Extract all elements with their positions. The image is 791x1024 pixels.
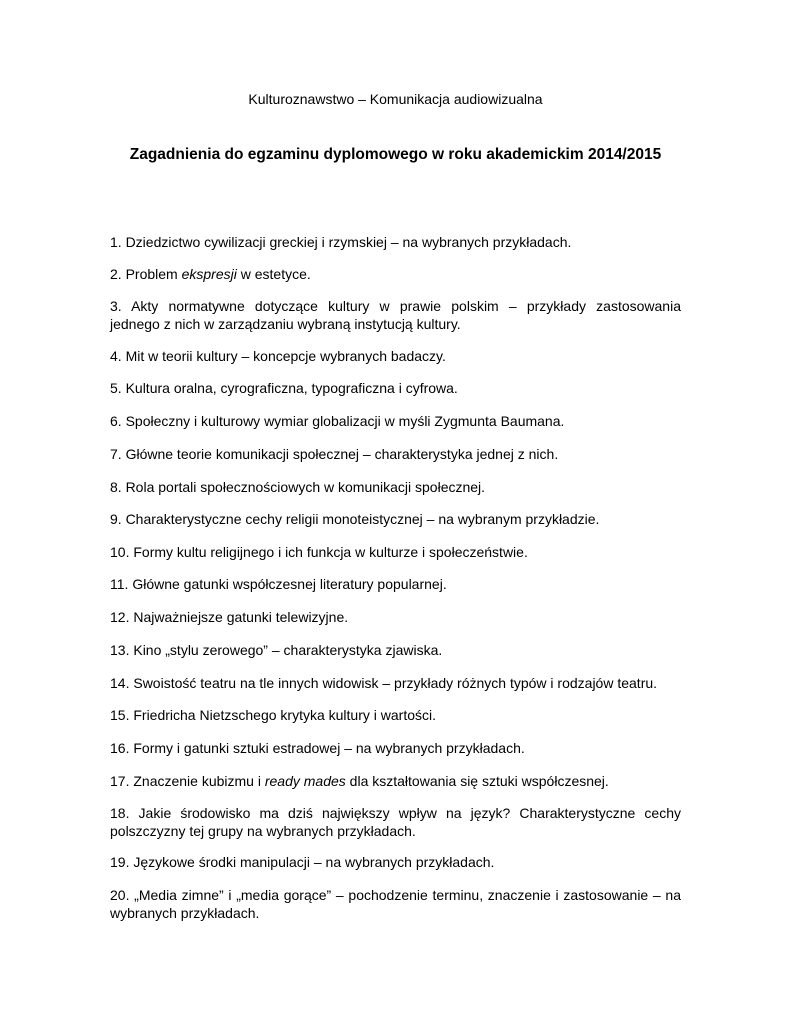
question-16: 16. Formy i gatunki sztuki estradowej – na wybranych przykładach.: [110, 740, 525, 756]
question-18-line-1: 18. Jakie środowisko ma dziś największy wpływ na język? Charakterystyczne cechy: [110, 805, 681, 821]
question-18: [110, 804, 681, 840]
question-20: [110, 886, 681, 922]
question-19: 19. Językowe środki manipulacji – na wybranych przykładach.: [110, 854, 495, 870]
question-5: 5. Kultura oralna, cyrograficzna, typograficzna i cyfrowa.: [110, 380, 458, 396]
question-2: [110, 265, 681, 283]
question-2-text-a: 2. Problem: [110, 266, 182, 282]
question-14: 14. Swoistość teatru na tle innych widowisk – przykłady różnych typów i rodzajów teatru.: [110, 675, 658, 691]
question-17-text-a: 17. Znaczenie kubizmu i: [110, 773, 265, 789]
question-6: 6. Społeczny i kulturowy wymiar globalizacji w myśli Zygmunta Baumana.: [110, 413, 565, 429]
question-12: 12. Najważniejsze gatunki telewizyjne.: [110, 609, 349, 625]
question-10: 10. Formy kultu religijnego i ich funkcja w kulturze i społeczeństwie.: [110, 544, 528, 560]
question-2-emphasis: ekspresji: [181, 266, 237, 282]
question-11: 11. Główne gatunki współczesnej literatury popularnej.: [110, 576, 447, 592]
question-7: 7. Główne teorie komunikacji społecznej – charakterystyka jednej z nich.: [110, 446, 559, 462]
question-8: 8. Rola portali społecznościowych w komunikacji społecznej.: [110, 479, 486, 495]
question-15: 15. Friedricha Nietzschego krytyka kultury i wartości.: [110, 707, 436, 723]
question-3-line-1: 3. Akty normatywne dotyczące kultury w prawie polskim – przykłady zastosowania: [110, 298, 681, 314]
question-20-line-1: 20. „Media zimne” i „media gorące” – pochodzenie terminu, znaczenie i zastosowanie – na: [110, 887, 681, 903]
question-2-text-b: w estetyce.: [236, 266, 311, 282]
question-3-line-2: jednego z nich w zarządzaniu wybraną instytucją kultury.: [110, 316, 461, 332]
question-17-emphasis: ready mades: [264, 773, 346, 789]
question-9: 9. Charakterystyczne cechy religii monoteistycznej – na wybranym przykładzie.: [110, 511, 600, 527]
question-17-text-b: dla kształtowania się sztuki współczesnej.: [345, 773, 609, 789]
question-17: [110, 772, 681, 790]
question-1: 1. Dziedzictwo cywilizacji greckiej i rzymskiej – na wybranych przykładach.: [110, 234, 572, 250]
question-20-line-2: wybranych przykładach.: [110, 905, 260, 921]
question-13: 13. Kino „stylu zerowego” – charakterystyka zjawiska.: [110, 642, 443, 658]
question-3: [110, 297, 681, 333]
question-4: 4. Mit w teorii kultury – koncepcje wybranych badaczy.: [110, 348, 446, 364]
question-18-line-2: polszczyzny tej grupy na wybranych przykładach.: [110, 823, 416, 839]
document-header: Kulturoznawstwo – Komunikacja audiowizualna: [248, 91, 543, 107]
document-title: Zagadnienia do egzaminu dyplomowego w roku akademickim 2014/2015: [129, 146, 662, 163]
